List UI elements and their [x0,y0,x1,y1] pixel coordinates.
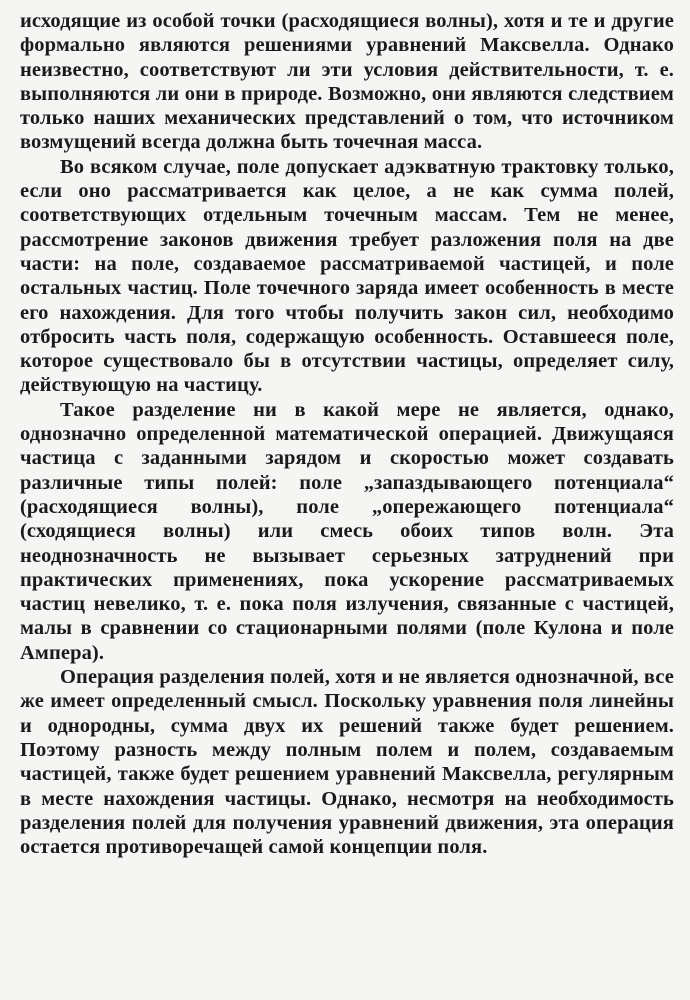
paragraph-4: Операция разделения полей, хотя и не является однозначной, все же имеет определенный смысл. Поскольку уравнения поля линейны и однородны, сумма двух их решений также будет решением. Поэтому разность между полным полем и полем, создаваемым частицей, также будет решением уравнений Максвелла, регулярным в месте нахождения частицы. Однако, несмотря на необходимость разделения полей для получения уравнений движения, эта операция остается противоречащей самой концепции поля. [20,666,674,859]
paragraph-2: Во всяком случае, поле допускает адэкватную трактовку только, если оно рассматривается как целое, а не как сумма полей, соответствующих отдельным точечным массам. Тем не менее, рассмотрение законов движения требует разложения поля на две части: на поле, создаваемое рассматриваемой частицей, и поле остальных частиц. Поле точечного заряда имеет особенность в месте его нахождения. Для того чтобы получить закон сил, необходимо отбросить часть поля, содержащую особенность. Оставшееся поле, которое существовало бы в отсутствии частицы, определяет силу, действующую на частицу. [20,155,674,397]
document-page [20,9,674,859]
paragraph-3: Такое разделение ни в какой мере не является, однако, однозначно определенной математической операцией. Движущаяся частица с заданными зарядом и скоростью может создавать различные типы полей: поле „запаздывающего потенциала“ (расходящиеся волны), поле „опережающего потенциала“ (сходящиеся волны) или смесь обоих типов волн. Эта неоднозначность не вызывает серьезных затруднений при практических применениях, пока ускорение рассматриваемых частиц невелико, т. е. пока поля излучения, связанные с частицей, малы в сравнении со стационарными полями (поле Кулона и поле Ампера). [20,398,674,664]
paragraph-1: исходящие из особой точки (расходящиеся волны), хотя и те и другие формально являются решениями уравнений Максвелла. Однако неизвестно, соответствуют ли эти условия действительности, т. е. выполняются ли они в природе. Возможно, они являются следствием только наших механических представлений о том, что источником возмущений всегда должна быть точечная масса. [20,10,674,154]
